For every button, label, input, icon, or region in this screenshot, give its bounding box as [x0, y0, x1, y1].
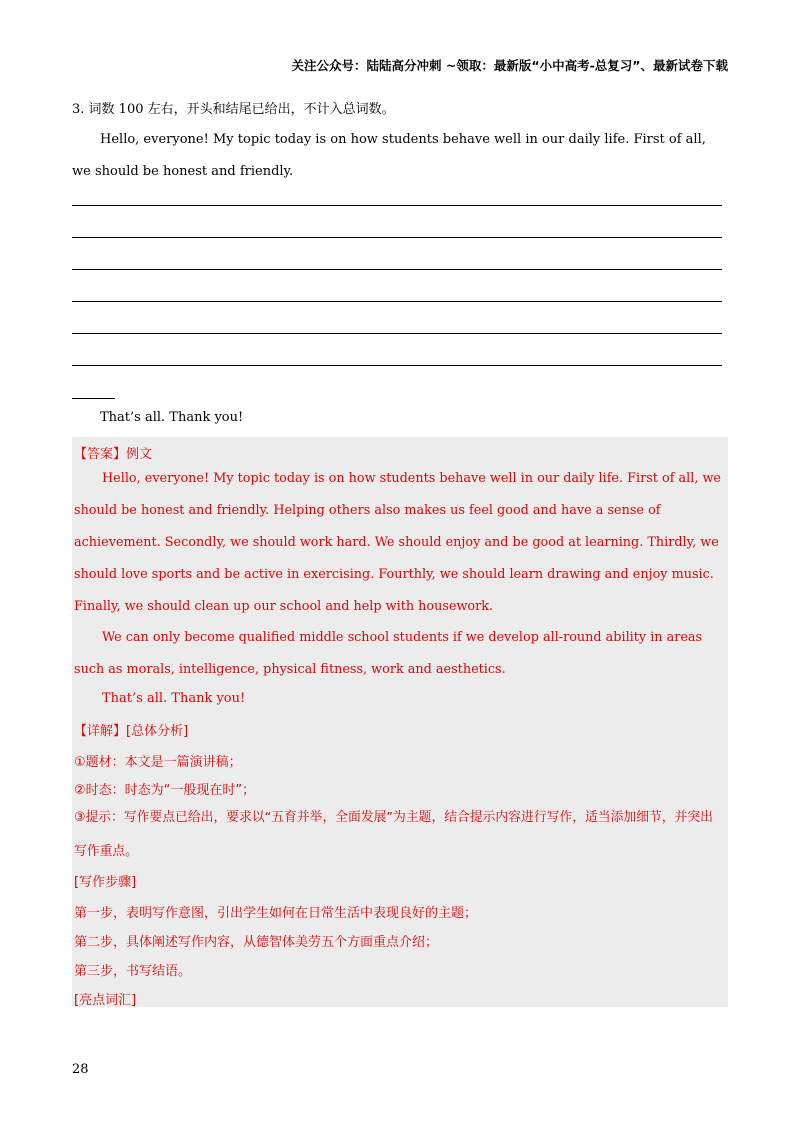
question-prompt: Hello, everyone! My topic today is on how students behave well in our daily life. First of all, we should be honest and friendly.: [72, 132, 706, 179]
answer-line: [72, 301, 722, 302]
answer-box: [72, 437, 728, 1007]
answer-line: [72, 205, 722, 206]
analysis-item-1: ①题材：本文是一篇演讲稿；: [74, 755, 242, 770]
step-2: 第二步，具体阐述写作内容，从德智体美劳五个方面重点介绍；: [74, 935, 439, 950]
answer-line: [72, 237, 722, 238]
step-3: 第三步，书写结语。: [74, 964, 192, 979]
answer-paragraph-1: Hello, everyone! My topic today is on how students behave well in our daily life. First of all, we should be honest and friendly. Helping others also makes us feel good and have a sense of achievement. Secondly, we should work hard. We should enjoy and be good at learning. Thirdly, we should love sports and be active in exercising. Fourthly, we should learn drawing and enjoy music. Finally, we should clean up our school and help with housework.: [74, 471, 721, 614]
page-number: 28: [72, 1062, 89, 1077]
answer-line: [72, 365, 722, 366]
answer-line: [72, 269, 722, 270]
question-title: 3. 词数 100 左右，开头和结尾已给出，不计入总词数。: [72, 102, 395, 117]
answer-label: 【答案】例文: [74, 447, 153, 462]
question-ending: That’s all. Thank you!: [100, 410, 244, 425]
answer-line: [72, 333, 722, 334]
answer-ending: That’s all. Thank you!: [102, 691, 246, 706]
analysis-label: 【详解】[总体分析]: [74, 724, 189, 739]
analysis-item-2: ②时态：时态为“一般现在时”；: [74, 783, 256, 798]
analysis-item-3: ③提示：写作要点已给出，要求以“五育并举，全面发展”为主题，结合提示内容进行写作，适当添加细节，并突出写作重点。: [74, 810, 713, 859]
steps-label: [写作步骤]: [74, 875, 137, 890]
answer-line-end: [72, 398, 115, 399]
page-header: 关注公众号：陆陆高分冲刺 ~领取：最新版“小中高考-总复习”、最新试卷下载: [291, 58, 728, 73]
answer-paragraph-2: We can only become qualified middle school students if we develop all-round ability in areas such as morals, intelligence, physical fitness, work and aesthetics.: [74, 630, 703, 677]
vocab-label: [亮点词汇]: [74, 993, 137, 1008]
step-1: 第一步，表明写作意图，引出学生如何在日常生活中表现良好的主题；: [74, 906, 478, 921]
